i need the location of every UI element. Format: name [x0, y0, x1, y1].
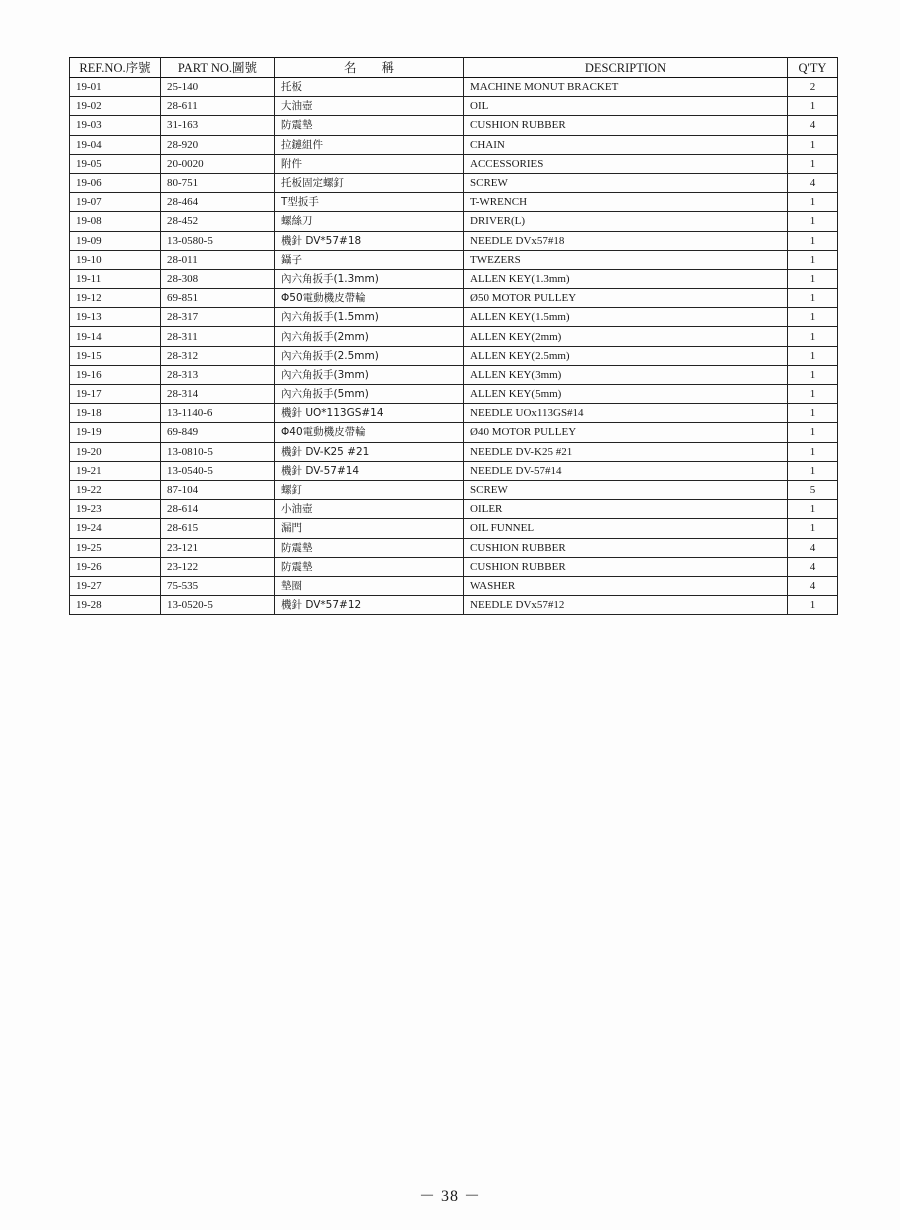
cell-ref-no: 19-23: [70, 500, 161, 519]
cell-ref-no: 19-04: [70, 135, 161, 154]
cell-description: OIL FUNNEL: [464, 519, 788, 538]
cell-quantity: 1: [788, 461, 838, 480]
table-row: [70, 442, 838, 461]
cell-part-no: 69-849: [161, 423, 275, 442]
cell-description: CUSHION RUBBER: [464, 116, 788, 135]
cell-quantity: 1: [788, 193, 838, 212]
cell-ref-no: 19-02: [70, 97, 161, 116]
table-row: [70, 154, 838, 173]
table-row: [70, 461, 838, 480]
header-description: DESCRIPTION: [464, 58, 788, 78]
cell-part-no: 20-0020: [161, 154, 275, 173]
table-row: [70, 480, 838, 499]
cell-name: 托板固定螺釘: [275, 173, 464, 192]
cell-quantity: 1: [788, 97, 838, 116]
table-row: [70, 97, 838, 116]
cell-description: NEEDLE DV-57#14: [464, 461, 788, 480]
cell-part-no: 28-920: [161, 135, 275, 154]
cell-description: T-WRENCH: [464, 193, 788, 212]
table-row: [70, 116, 838, 135]
table-row: [70, 576, 838, 595]
parts-list-table: [69, 57, 838, 615]
cell-ref-no: 19-27: [70, 576, 161, 595]
cell-quantity: 1: [788, 154, 838, 173]
cell-part-no: 28-308: [161, 269, 275, 288]
cell-name: T型扳手: [275, 193, 464, 212]
cell-ref-no: 19-19: [70, 423, 161, 442]
cell-quantity: 4: [788, 557, 838, 576]
cell-name: 鑷子: [275, 250, 464, 269]
cell-ref-no: 19-03: [70, 116, 161, 135]
cell-name: 機針 DV-57#14: [275, 461, 464, 480]
cell-quantity: 4: [788, 173, 838, 192]
cell-name: Φ40電動機皮帶輪: [275, 423, 464, 442]
cell-name: 大油壺: [275, 97, 464, 116]
table-row: [70, 519, 838, 538]
cell-part-no: 25-140: [161, 78, 275, 97]
cell-name: 防震墊: [275, 557, 464, 576]
cell-part-no: 13-0810-5: [161, 442, 275, 461]
cell-description: ALLEN KEY(1.5mm): [464, 308, 788, 327]
cell-name: 小油壺: [275, 500, 464, 519]
cell-quantity: 1: [788, 135, 838, 154]
cell-name: 內六角扳手(1.5mm): [275, 308, 464, 327]
cell-description: DRIVER(L): [464, 212, 788, 231]
cell-ref-no: 19-15: [70, 346, 161, 365]
cell-name: 機針 DV*57#18: [275, 231, 464, 250]
cell-name: Φ50電動機皮帶輪: [275, 289, 464, 308]
cell-description: TWEZERS: [464, 250, 788, 269]
cell-part-no: 23-122: [161, 557, 275, 576]
cell-part-no: 75-535: [161, 576, 275, 595]
cell-name: 機針 DV-K25 #21: [275, 442, 464, 461]
cell-ref-no: 19-13: [70, 308, 161, 327]
cell-part-no: 28-452: [161, 212, 275, 231]
cell-part-no: 28-312: [161, 346, 275, 365]
cell-quantity: 1: [788, 346, 838, 365]
cell-description: Ø40 MOTOR PULLEY: [464, 423, 788, 442]
table-row: [70, 500, 838, 519]
cell-quantity: 1: [788, 269, 838, 288]
cell-ref-no: 19-14: [70, 327, 161, 346]
cell-description: CUSHION RUBBER: [464, 538, 788, 557]
table-row: [70, 346, 838, 365]
table-row: [70, 538, 838, 557]
cell-description: ACCESSORIES: [464, 154, 788, 173]
table-row: [70, 404, 838, 423]
cell-description: ALLEN KEY(1.3mm): [464, 269, 788, 288]
cell-description: CUSHION RUBBER: [464, 557, 788, 576]
cell-part-no: 23-121: [161, 538, 275, 557]
cell-description: NEEDLE DV-K25 #21: [464, 442, 788, 461]
cell-quantity: 1: [788, 289, 838, 308]
cell-ref-no: 19-21: [70, 461, 161, 480]
cell-part-no: 13-0540-5: [161, 461, 275, 480]
cell-name: 拉鏈組件: [275, 135, 464, 154]
cell-part-no: 80-751: [161, 173, 275, 192]
cell-part-no: 28-611: [161, 97, 275, 116]
cell-quantity: 1: [788, 365, 838, 384]
cell-description: NEEDLE UOx113GS#14: [464, 404, 788, 423]
cell-part-no: 69-851: [161, 289, 275, 308]
cell-quantity: 1: [788, 500, 838, 519]
cell-quantity: 1: [788, 596, 838, 615]
table-row: [70, 78, 838, 97]
cell-quantity: 5: [788, 480, 838, 499]
table-header: [70, 58, 838, 78]
cell-description: ALLEN KEY(5mm): [464, 385, 788, 404]
cell-description: WASHER: [464, 576, 788, 595]
cell-ref-no: 19-25: [70, 538, 161, 557]
cell-quantity: 1: [788, 519, 838, 538]
cell-part-no: 28-311: [161, 327, 275, 346]
header-name: 名 稱: [275, 58, 464, 78]
cell-part-no: 31-163: [161, 116, 275, 135]
cell-ref-no: 19-17: [70, 385, 161, 404]
cell-name: 附件: [275, 154, 464, 173]
cell-name: 漏門: [275, 519, 464, 538]
page-number: － 38 －: [418, 1188, 481, 1205]
table-row: [70, 231, 838, 250]
cell-ref-no: 19-22: [70, 480, 161, 499]
header-ref-no: REF.NO.序號: [70, 58, 161, 78]
cell-name: 機針 UO*113GS#14: [275, 404, 464, 423]
table-row: [70, 327, 838, 346]
cell-description: SCREW: [464, 173, 788, 192]
cell-description: SCREW: [464, 480, 788, 499]
cell-description: NEEDLE DVx57#18: [464, 231, 788, 250]
cell-quantity: 1: [788, 212, 838, 231]
cell-part-no: 28-314: [161, 385, 275, 404]
table-row: [70, 289, 838, 308]
cell-ref-no: 19-24: [70, 519, 161, 538]
cell-name: 內六角扳手(2mm): [275, 327, 464, 346]
table-row: [70, 212, 838, 231]
table-row: [70, 269, 838, 288]
cell-ref-no: 19-07: [70, 193, 161, 212]
table-body: [70, 78, 838, 615]
cell-part-no: 13-1140-6: [161, 404, 275, 423]
cell-name: 防震墊: [275, 538, 464, 557]
cell-name: 內六角扳手(1.3mm): [275, 269, 464, 288]
header-row: [70, 58, 838, 78]
cell-part-no: 13-0580-5: [161, 231, 275, 250]
cell-name: 防震墊: [275, 116, 464, 135]
cell-quantity: 1: [788, 231, 838, 250]
cell-part-no: 13-0520-5: [161, 596, 275, 615]
cell-quantity: 1: [788, 327, 838, 346]
cell-part-no: 28-317: [161, 308, 275, 327]
cell-name: 內六角扳手(3mm): [275, 365, 464, 384]
table-row: [70, 173, 838, 192]
cell-quantity: 1: [788, 423, 838, 442]
cell-quantity: 4: [788, 576, 838, 595]
table-row: [70, 135, 838, 154]
cell-part-no: 28-464: [161, 193, 275, 212]
cell-quantity: 2: [788, 78, 838, 97]
cell-ref-no: 19-10: [70, 250, 161, 269]
cell-quantity: 1: [788, 404, 838, 423]
cell-ref-no: 19-16: [70, 365, 161, 384]
cell-description: CHAIN: [464, 135, 788, 154]
cell-part-no: 28-614: [161, 500, 275, 519]
header-part-no: PART NO.圖號: [161, 58, 275, 78]
header-quantity: Q'TY: [788, 58, 838, 78]
cell-description: NEEDLE DVx57#12: [464, 596, 788, 615]
cell-part-no: 28-615: [161, 519, 275, 538]
table-row: [70, 308, 838, 327]
cell-ref-no: 19-01: [70, 78, 161, 97]
table-row: [70, 193, 838, 212]
cell-description: ALLEN KEY(3mm): [464, 365, 788, 384]
table-row: [70, 250, 838, 269]
cell-description: Ø50 MOTOR PULLEY: [464, 289, 788, 308]
cell-name: 螺釘: [275, 480, 464, 499]
table-row: [70, 557, 838, 576]
cell-ref-no: 19-12: [70, 289, 161, 308]
table-row: [70, 365, 838, 384]
cell-ref-no: 19-18: [70, 404, 161, 423]
cell-name: 墊圈: [275, 576, 464, 595]
cell-name: 托板: [275, 78, 464, 97]
cell-description: MACHINE MONUT BRACKET: [464, 78, 788, 97]
cell-ref-no: 19-09: [70, 231, 161, 250]
cell-ref-no: 19-08: [70, 212, 161, 231]
cell-ref-no: 19-28: [70, 596, 161, 615]
cell-quantity: 1: [788, 385, 838, 404]
cell-ref-no: 19-20: [70, 442, 161, 461]
cell-part-no: 28-313: [161, 365, 275, 384]
cell-quantity: 1: [788, 442, 838, 461]
cell-quantity: 4: [788, 116, 838, 135]
cell-name: 內六角扳手(5mm): [275, 385, 464, 404]
cell-name: 機針 DV*57#12: [275, 596, 464, 615]
cell-ref-no: 19-11: [70, 269, 161, 288]
cell-part-no: 87-104: [161, 480, 275, 499]
cell-ref-no: 19-26: [70, 557, 161, 576]
cell-name: 螺絲刀: [275, 212, 464, 231]
table-row: [70, 423, 838, 442]
table-row: [70, 596, 838, 615]
cell-description: OILER: [464, 500, 788, 519]
table-row: [70, 385, 838, 404]
cell-quantity: 4: [788, 538, 838, 557]
cell-ref-no: 19-05: [70, 154, 161, 173]
cell-part-no: 28-011: [161, 250, 275, 269]
cell-quantity: 1: [788, 308, 838, 327]
cell-description: ALLEN KEY(2mm): [464, 327, 788, 346]
cell-quantity: 1: [788, 250, 838, 269]
cell-name: 內六角扳手(2.5mm): [275, 346, 464, 365]
cell-description: ALLEN KEY(2.5mm): [464, 346, 788, 365]
cell-description: OIL: [464, 97, 788, 116]
cell-ref-no: 19-06: [70, 173, 161, 192]
